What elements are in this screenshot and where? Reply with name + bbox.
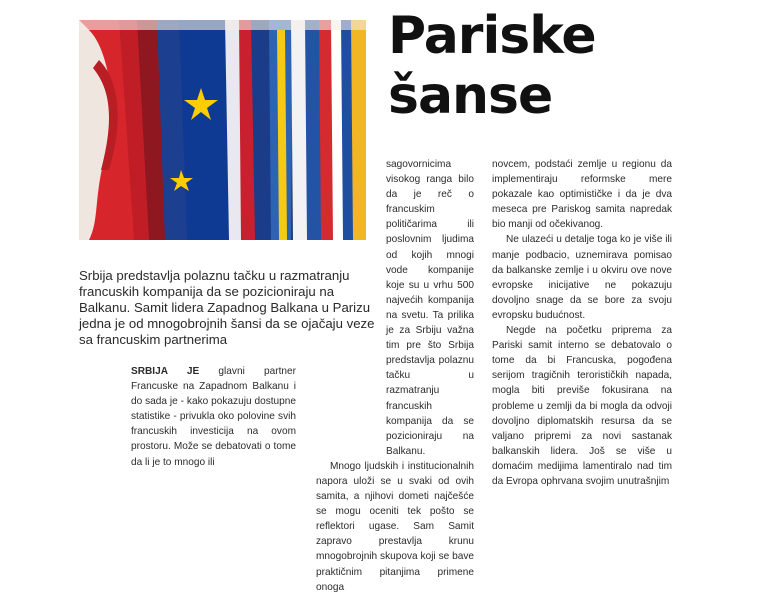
column-2-paragraph-1: sagovornicima visokog ranga bilo da je reč o francuskim političarima ili poslovnim ljudima od kojih mnogi vode kompanije koje su u vrhu 500 najvećih kompanija na svetu. Ta prilika je za Srbiju važna tim pre što Srbija predstavlja polaznu tačku u razmatranju francuskih kompanija da se pozicioniraju na Balkanu. <box>386 159 474 457</box>
headline-line-2: šanse <box>388 66 553 126</box>
column-3-paragraph-2: Ne ulazeći u detalje toga ko je više ili manje podbacio, uznemirava pomisao da balkanske zemlje i u okviru ove nove evropske inicijative ne pokazuju dovoljno snage da se bore za svoju evropsku budućnost. <box>492 234 672 321</box>
article-headline <box>388 6 758 126</box>
column-3-paragraph-1: novcem, podstaći zemlje u regionu da implementiraju reformske mere pokazale kao optimističke i da je dva meseca pre Pariskog samita napredak bio manji od očekivanog. <box>492 159 672 231</box>
column-2-paragraph-2: Mnogo ljudskih i institucionalnih napora uloži se u svaki od ovih samita, a njihovi dometi najčešće se mogu oceniti tek pošto se reflektori ugase. Sam Samit zapravo prestavlja krunu mnogobrojnih skupova koji se bave praktičnim pitanjima primene onoga <box>316 460 474 593</box>
article-column-3 <box>492 157 672 489</box>
column-3-paragraph-3: Negde na početku priprema za Pariski samit interno se debatovalo o tome da bi Francuska, pogođena serijom tragičnih terorističkih napada, mogla biti previše fokusirana na probleme u zemlji da bi mogla da odvoji dovoljno diplomatskih resursa da se valjano pripremi za novi sastanak balkanskih lidera. Još se više u domaćim medijima lamentiralo nad tim da Evropa ophrvana svojim unutrašnjim <box>492 325 672 487</box>
column-1-paragraph <box>131 364 296 470</box>
article-lead: Srbija predstavlja polaznu tačku u razmatranju francuskih kompanija da se pozicioniraju na Balkanu. Samit lidera Zapadnog Balkana u Parizu jedna je od mnogobrojnih šansi da se ojačaju veze sa francuskim partnerima <box>79 268 375 347</box>
article-column-2 <box>316 157 474 595</box>
headline-line-1: Pariske <box>388 6 596 66</box>
lead-in-word: SRBIJA JE <box>131 366 200 377</box>
column-1-text: glavni partner Francuske na Zapadnom Balkanu i do sada je - kako pokazuju dostupne statistike - privukla oko polovine svih francuskih investicija na ovom prostoru. Može se debatovati o tome da li je to mnogo ili <box>131 366 297 468</box>
article-column-1 <box>131 364 296 470</box>
